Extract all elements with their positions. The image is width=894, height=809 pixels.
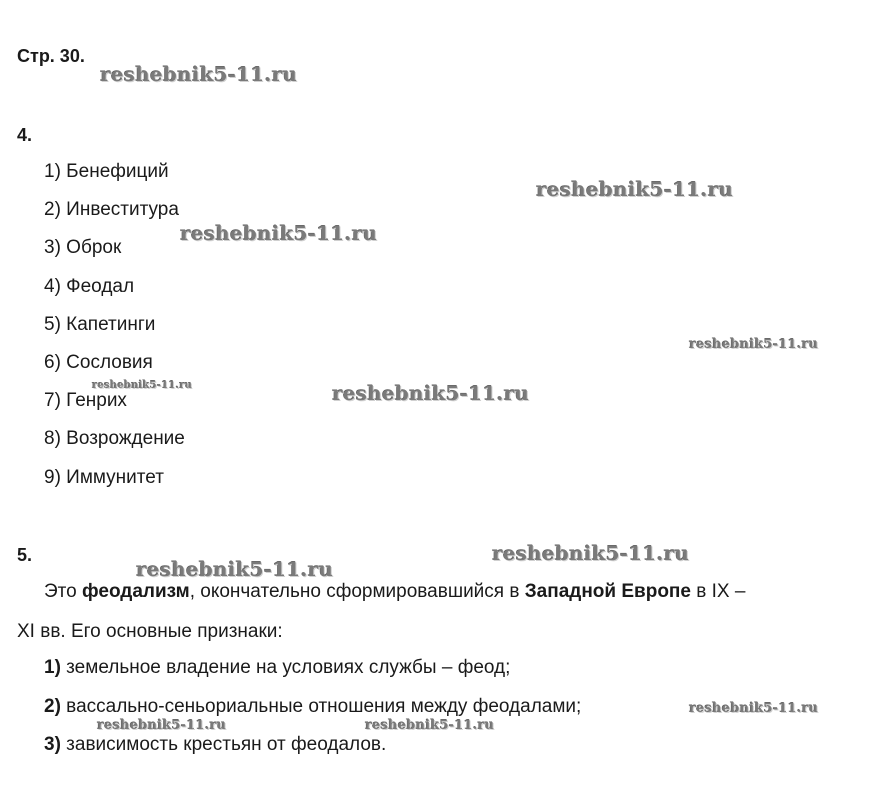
region-western-europe: Западной Европе bbox=[524, 581, 691, 602]
list-item: 8) Возрождение bbox=[44, 428, 185, 450]
feature-text: зависимость крестьян от феодалов. bbox=[60, 734, 387, 755]
watermark: reshebnik5-11.ru bbox=[536, 177, 734, 201]
watermark: reshebnik5-11.ru bbox=[365, 718, 495, 733]
feature-item-2 bbox=[44, 696, 581, 718]
intro-text: , окончательно сформировавшийся в bbox=[189, 581, 525, 602]
intro-text: Это bbox=[44, 581, 82, 602]
watermark: reshebnik5-11.ru bbox=[332, 381, 530, 405]
intro-text: в IX – bbox=[690, 581, 746, 602]
task-5-number: 5. bbox=[17, 545, 33, 565]
watermark: reshebnik5-11.ru bbox=[689, 337, 819, 352]
list-item: 4) Феодал bbox=[44, 275, 135, 297]
list-item: 5) Капетинги bbox=[44, 313, 156, 335]
watermark: reshebnik5-11.ru bbox=[689, 701, 819, 716]
feature-number: 1) bbox=[44, 657, 61, 678]
feature-text: вассально-сеньориальные отношения между феодалами; bbox=[60, 696, 582, 717]
list-item: 6) Сословия bbox=[44, 351, 153, 373]
task-4-answer-list bbox=[44, 160, 185, 504]
watermark: reshebnik5-11.ru bbox=[180, 221, 378, 245]
task-5-intro-line-2: XI вв. Его основные признаки: bbox=[17, 621, 283, 642]
feature-item-3 bbox=[44, 734, 386, 756]
watermark: reshebnik5-11.ru bbox=[492, 541, 690, 565]
list-item: 2) Инвеститура bbox=[44, 199, 179, 221]
list-item: 7) Генрих bbox=[44, 390, 127, 412]
list-item: 1) Бенефиций bbox=[44, 161, 169, 182]
feature-item-1 bbox=[44, 657, 510, 679]
feature-text: земельное владение на условиях службы – феод; bbox=[60, 657, 511, 678]
watermark: reshebnik5-11.ru bbox=[97, 718, 227, 733]
list-item: 3) Оброк bbox=[44, 237, 122, 259]
watermark: reshebnik5-11.ru bbox=[100, 62, 298, 86]
task-5-intro-line-1 bbox=[44, 581, 745, 603]
watermark: reshebnik5-11.ru bbox=[136, 557, 334, 581]
page-reference: Стр. 30. bbox=[17, 46, 85, 66]
term-feudalism: феодализм bbox=[82, 581, 190, 602]
list-item: 9) Иммунитет bbox=[44, 466, 164, 488]
task-4-number: 4. bbox=[17, 125, 33, 145]
watermark: reshebnik5-11.ru bbox=[92, 380, 193, 391]
feature-number: 2) bbox=[44, 696, 61, 717]
feature-number: 3) bbox=[44, 734, 61, 755]
